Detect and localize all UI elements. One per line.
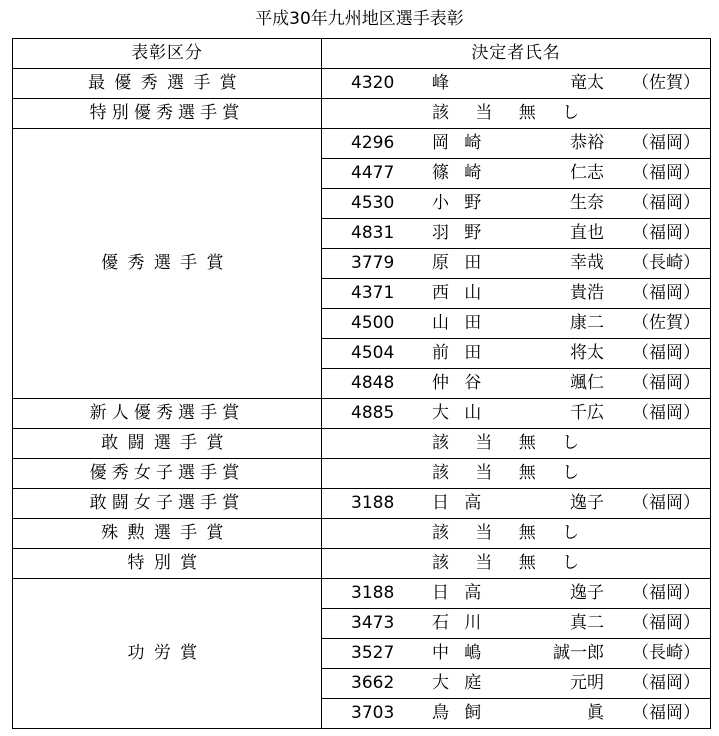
winner-cell: [322, 429, 711, 459]
player-number: 4530: [351, 193, 395, 213]
page-title: 平成30年九州地区選手表彰: [255, 9, 464, 29]
player-number: 3473: [351, 613, 395, 633]
prefecture: （福岡）: [632, 163, 700, 183]
prefecture: （福岡）: [632, 703, 700, 723]
prefecture: （佐賀）: [632, 313, 700, 333]
category-cell: 優秀女子選手賞: [13, 459, 322, 489]
player-number: 4504: [351, 343, 395, 363]
table-row: [13, 69, 711, 99]
family-name: 篠崎: [432, 163, 497, 183]
winner-cell: [322, 99, 711, 129]
player-number: 4320: [351, 73, 395, 93]
category-cell: 殊勲選手賞: [13, 519, 322, 549]
table-row: [13, 429, 711, 459]
category-cell: 優秀選手賞: [13, 129, 322, 399]
winner-cell: [322, 69, 711, 99]
player-number: 3527: [351, 643, 395, 663]
given-name: 颯仁: [570, 373, 604, 393]
player-number: 4831: [351, 223, 395, 243]
family-name: 山田: [432, 313, 497, 333]
winner-cell: [322, 339, 711, 369]
given-name: 竜太: [570, 73, 604, 93]
given-name: 恭裕: [570, 133, 604, 153]
winner-cell: [322, 279, 711, 309]
category-cell: 敢闘女子選手賞: [13, 489, 322, 519]
prefecture: （福岡）: [632, 193, 700, 213]
given-name: 逸子: [570, 583, 604, 603]
family-name: 原田: [432, 253, 497, 273]
winner-cell: [322, 309, 711, 339]
table-row: [13, 549, 711, 579]
given-name: 真二: [570, 613, 604, 633]
given-name: 誠一郎: [553, 643, 604, 663]
winner-cell: [322, 399, 711, 429]
prefecture: （福岡）: [632, 133, 700, 153]
family-name: 小野: [432, 193, 497, 213]
prefecture: （福岡）: [632, 223, 700, 243]
player-number: 3188: [351, 583, 395, 603]
header-row: [13, 39, 711, 69]
player-number: 4885: [351, 403, 395, 423]
winner-cell: [322, 639, 711, 669]
prefecture: （福岡）: [632, 583, 700, 603]
family-name: 仲谷: [432, 373, 497, 393]
category-cell: 最優秀選手賞: [13, 69, 322, 99]
table-row: [13, 579, 711, 609]
family-name: 日高: [432, 583, 497, 603]
given-name: 生奈: [570, 193, 604, 213]
winner-cell: [322, 579, 711, 609]
player-number: 4848: [351, 373, 395, 393]
prefecture: （福岡）: [632, 673, 700, 693]
table-row: [13, 489, 711, 519]
family-name: 峰: [432, 73, 465, 93]
table-row: [13, 459, 711, 489]
prefecture: （福岡）: [632, 493, 700, 513]
winner-cell: [322, 159, 711, 189]
prefecture: （福岡）: [632, 613, 700, 633]
table-row: [13, 399, 711, 429]
prefecture: （長崎）: [632, 643, 700, 663]
none-text: 該当無し: [432, 463, 606, 483]
player-number: 4500: [351, 313, 395, 333]
winner-cell: [322, 489, 711, 519]
given-name: 幸哉: [570, 253, 604, 273]
player-number: 3188: [351, 493, 395, 513]
winner-cell: [322, 699, 711, 729]
none-text: 該当無し: [432, 433, 606, 453]
category-cell: 特別優秀選手賞: [13, 99, 322, 129]
none-text: 該当無し: [432, 523, 606, 543]
given-name: 千広: [570, 403, 604, 423]
player-number: 4296: [351, 133, 395, 153]
prefecture: （長崎）: [632, 253, 700, 273]
winner-cell: [322, 549, 711, 579]
winner-cell: [322, 129, 711, 159]
winner-cell: [322, 669, 711, 699]
family-name: 前田: [432, 343, 497, 363]
family-name: 石川: [432, 613, 497, 633]
none-text: 該当無し: [432, 553, 606, 573]
winner-cell: [322, 519, 711, 549]
winner-cell: [322, 249, 711, 279]
header-winner: 決定者氏名: [322, 39, 711, 69]
family-name: 大山: [432, 403, 497, 423]
winner-cell: [322, 189, 711, 219]
prefecture: （福岡）: [632, 373, 700, 393]
table-row: [13, 99, 711, 129]
given-name: 仁志: [570, 163, 604, 183]
winner-cell: [322, 219, 711, 249]
given-name: 康二: [570, 313, 604, 333]
family-name: 日高: [432, 493, 497, 513]
prefecture: （福岡）: [632, 403, 700, 423]
given-name: 将太: [570, 343, 604, 363]
none-text: 該当無し: [432, 103, 606, 123]
player-number: 3703: [351, 703, 395, 723]
family-name: 岡崎: [432, 133, 497, 153]
category-cell: 敢闘選手賞: [13, 429, 322, 459]
winner-cell: [322, 369, 711, 399]
given-name: 逸子: [570, 493, 604, 513]
family-name: 大庭: [432, 673, 497, 693]
family-name: 西山: [432, 283, 497, 303]
prefecture: （佐賀）: [632, 73, 700, 93]
family-name: 中嶋: [432, 643, 497, 663]
player-number: 4371: [351, 283, 395, 303]
given-name: 直也: [570, 223, 604, 243]
winner-cell: [322, 459, 711, 489]
family-name: 鳥飼: [432, 703, 497, 723]
category-cell: 新人優秀選手賞: [13, 399, 322, 429]
winner-cell: [322, 609, 711, 639]
player-number: 3662: [351, 673, 395, 693]
award-table: [12, 38, 711, 729]
header-category: 表彰区分: [13, 39, 322, 69]
prefecture: （福岡）: [632, 283, 700, 303]
given-name: 貴浩: [570, 283, 604, 303]
category-cell: 特別賞: [13, 549, 322, 579]
given-name: 元明: [570, 673, 604, 693]
prefecture: （福岡）: [632, 343, 700, 363]
family-name: 羽野: [432, 223, 497, 243]
table-row: [13, 519, 711, 549]
player-number: 3779: [351, 253, 395, 273]
category-cell: 功労賞: [13, 579, 322, 729]
player-number: 4477: [351, 163, 395, 183]
table-row: [13, 129, 711, 159]
given-name: 眞: [587, 703, 604, 723]
